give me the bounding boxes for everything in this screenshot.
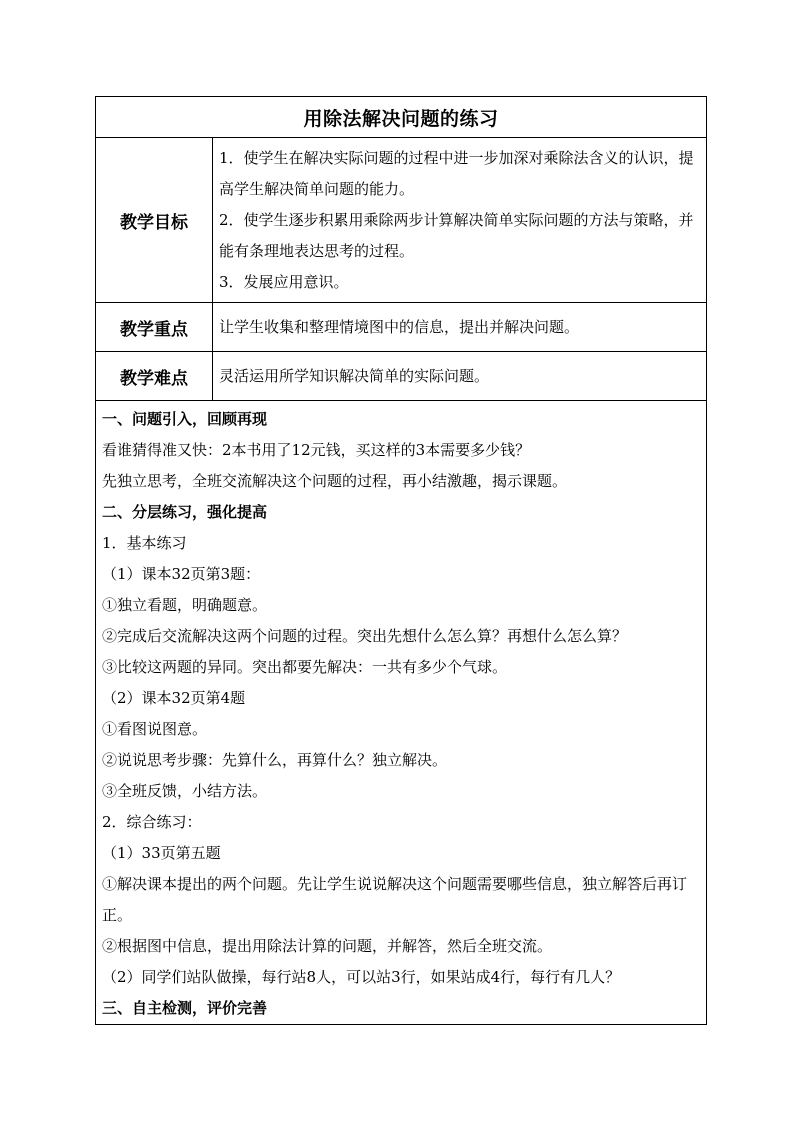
process-line: 先独立思考，全班交流解决这个问题的过程，再小结激趣，揭示课题。 xyxy=(102,472,568,490)
key-point-label: 教学重点 xyxy=(96,303,213,352)
process-line: ①独立看题，明确题意。 xyxy=(102,596,268,614)
goal-item-3: 3．发展应用意识。 xyxy=(219,272,349,291)
process-line: 看谁猜得准又快：2本书用了12元钱，买这样的3本需要多少钱？ xyxy=(102,441,531,459)
section-heading-3: 三、自主检测，评价完善 xyxy=(102,999,268,1017)
process-line: （1）33页第五题 xyxy=(102,844,221,862)
lesson-title: 用除法解决问题的练习 xyxy=(96,97,707,138)
key-point-text: 让学生收集和整理情境图中的信息，提出并解决问题。 xyxy=(213,303,707,352)
title-row xyxy=(96,97,707,138)
process-row xyxy=(96,401,707,1025)
process-line: ②说说思考步骤：先算什么，再算什么？独立解决。 xyxy=(102,751,448,769)
process-line: ③全班反馈，小结方法。 xyxy=(102,782,268,800)
process-line: ①解决课本提出的两个问题。先让学生说说解决这个问题需要哪些信息，独立解答后再订正。 xyxy=(102,875,688,924)
goals-label: 教学目标 xyxy=(96,138,213,303)
process-line: ②根据图中信息，提出用除法计算的问题，并解答，然后全班交流。 xyxy=(102,937,553,955)
goals-content xyxy=(213,138,707,303)
process-line: ①看图说图意。 xyxy=(102,720,208,738)
difficulty-row xyxy=(96,352,707,401)
process-line: 1．基本练习 xyxy=(102,534,187,552)
section-heading-2: 二、分层练习，强化提高 xyxy=(102,503,268,521)
goal-item-2: 2．使学生逐步积累用乘除两步计算解决简单实际问题的方法与策略，并能有条理地表达思考的过程。 xyxy=(219,210,694,260)
process-line: ②完成后交流解决这两个问题的过程。突出先想什么怎么算？再想什么怎么算？ xyxy=(102,627,628,645)
key-point-row xyxy=(96,303,707,352)
section-heading-1: 一、问题引入，回顾再现 xyxy=(102,410,268,428)
process-line: ③比较这两题的异同。突出都要先解决：一共有多少个气球。 xyxy=(102,658,508,676)
difficulty-label: 教学难点 xyxy=(96,352,213,401)
process-line: （2）课本32页第4题 xyxy=(102,689,246,707)
process-line: 2．综合练习： xyxy=(102,813,202,831)
goal-item-1: 1．使学生在解决实际问题的过程中进一步加深对乘除法含义的认识，提高学生解决简单问题的能力。 xyxy=(219,148,694,198)
difficulty-text: 灵活运用所学知识解决简单的实际问题。 xyxy=(213,352,707,401)
process-line: （1）课本32页第3题： xyxy=(102,565,261,583)
lesson-plan-table xyxy=(95,96,707,1025)
teaching-process xyxy=(96,401,707,1025)
process-line: （2）同学们站队做操，每行站8人，可以站3行，如果站成4行，每行有几人？ xyxy=(102,968,621,986)
goals-row xyxy=(96,138,707,303)
